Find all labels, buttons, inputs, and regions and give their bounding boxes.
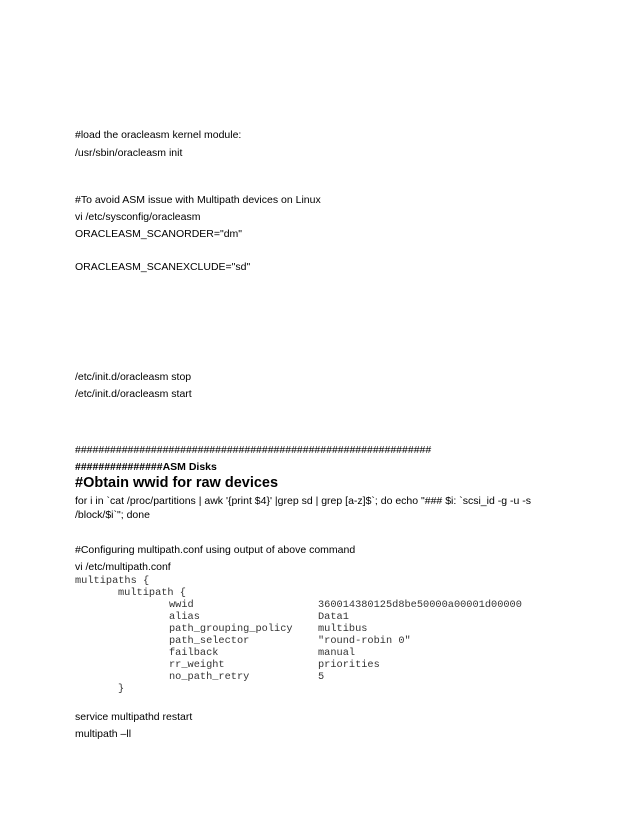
conf-key: rr_weight (169, 659, 225, 671)
multipath-list-command: multipath –ll (75, 728, 132, 740)
multipaths-open: multipaths { (75, 575, 150, 587)
conf-value: manual (318, 647, 356, 659)
vi-multipath-command: vi /etc/multipath.conf (75, 561, 171, 573)
hash-separator-line: ############################################################# (75, 444, 432, 456)
scanexclude-setting: ORACLEASM_SCANEXCLUDE="sd" (75, 261, 251, 273)
oracleasm-start-command: /etc/init.d/oracleasm start (75, 388, 192, 400)
conf-value: 360014380125d8be50000a00001d00000 (318, 599, 522, 611)
service-restart-command: service multipathd restart (75, 711, 193, 723)
conf-key: failback (169, 647, 219, 659)
conf-value: 5 (318, 671, 325, 683)
conf-key: wwid (169, 599, 194, 611)
asm-disks-title: ###############ASM Disks (75, 461, 217, 473)
vi-sysconfig-command: vi /etc/sysconfig/oracleasm (75, 211, 201, 223)
config-multipath-comment: #Configuring multipath.conf using output of above command (75, 544, 356, 556)
oracleasm-stop-command: /etc/init.d/oracleasm stop (75, 371, 192, 383)
scanorder-setting: ORACLEASM_SCANORDER="dm" (75, 228, 243, 240)
load-module-comment: #load the oracleasm kernel module: (75, 129, 242, 141)
multipath-open: multipath { (118, 587, 186, 599)
multipath-issue-comment: #To avoid ASM issue with Multipath devices on Linux (75, 194, 321, 206)
conf-key: alias (169, 611, 200, 623)
conf-key: path_selector (169, 635, 250, 647)
conf-key: path_grouping_policy (169, 623, 293, 635)
multipath-close: } (118, 683, 125, 695)
conf-value: priorities (318, 659, 380, 671)
oracleasm-init-command: /usr/sbin/oracleasm init (75, 147, 183, 159)
conf-value: Data1 (318, 611, 349, 623)
conf-value: multibus (318, 623, 368, 635)
conf-key: no_path_retry (169, 671, 250, 683)
obtain-wwid-heading: #Obtain wwid for raw devices (75, 475, 279, 491)
for-loop-command: for i in `cat /proc/partitions | awk '{print $4}' |grep sd | grep [a-z]$`; do echo "### $i: `scsi_id -g -u -s /block/$i`"; done (75, 495, 531, 521)
conf-value: "round-robin 0" (318, 635, 411, 647)
